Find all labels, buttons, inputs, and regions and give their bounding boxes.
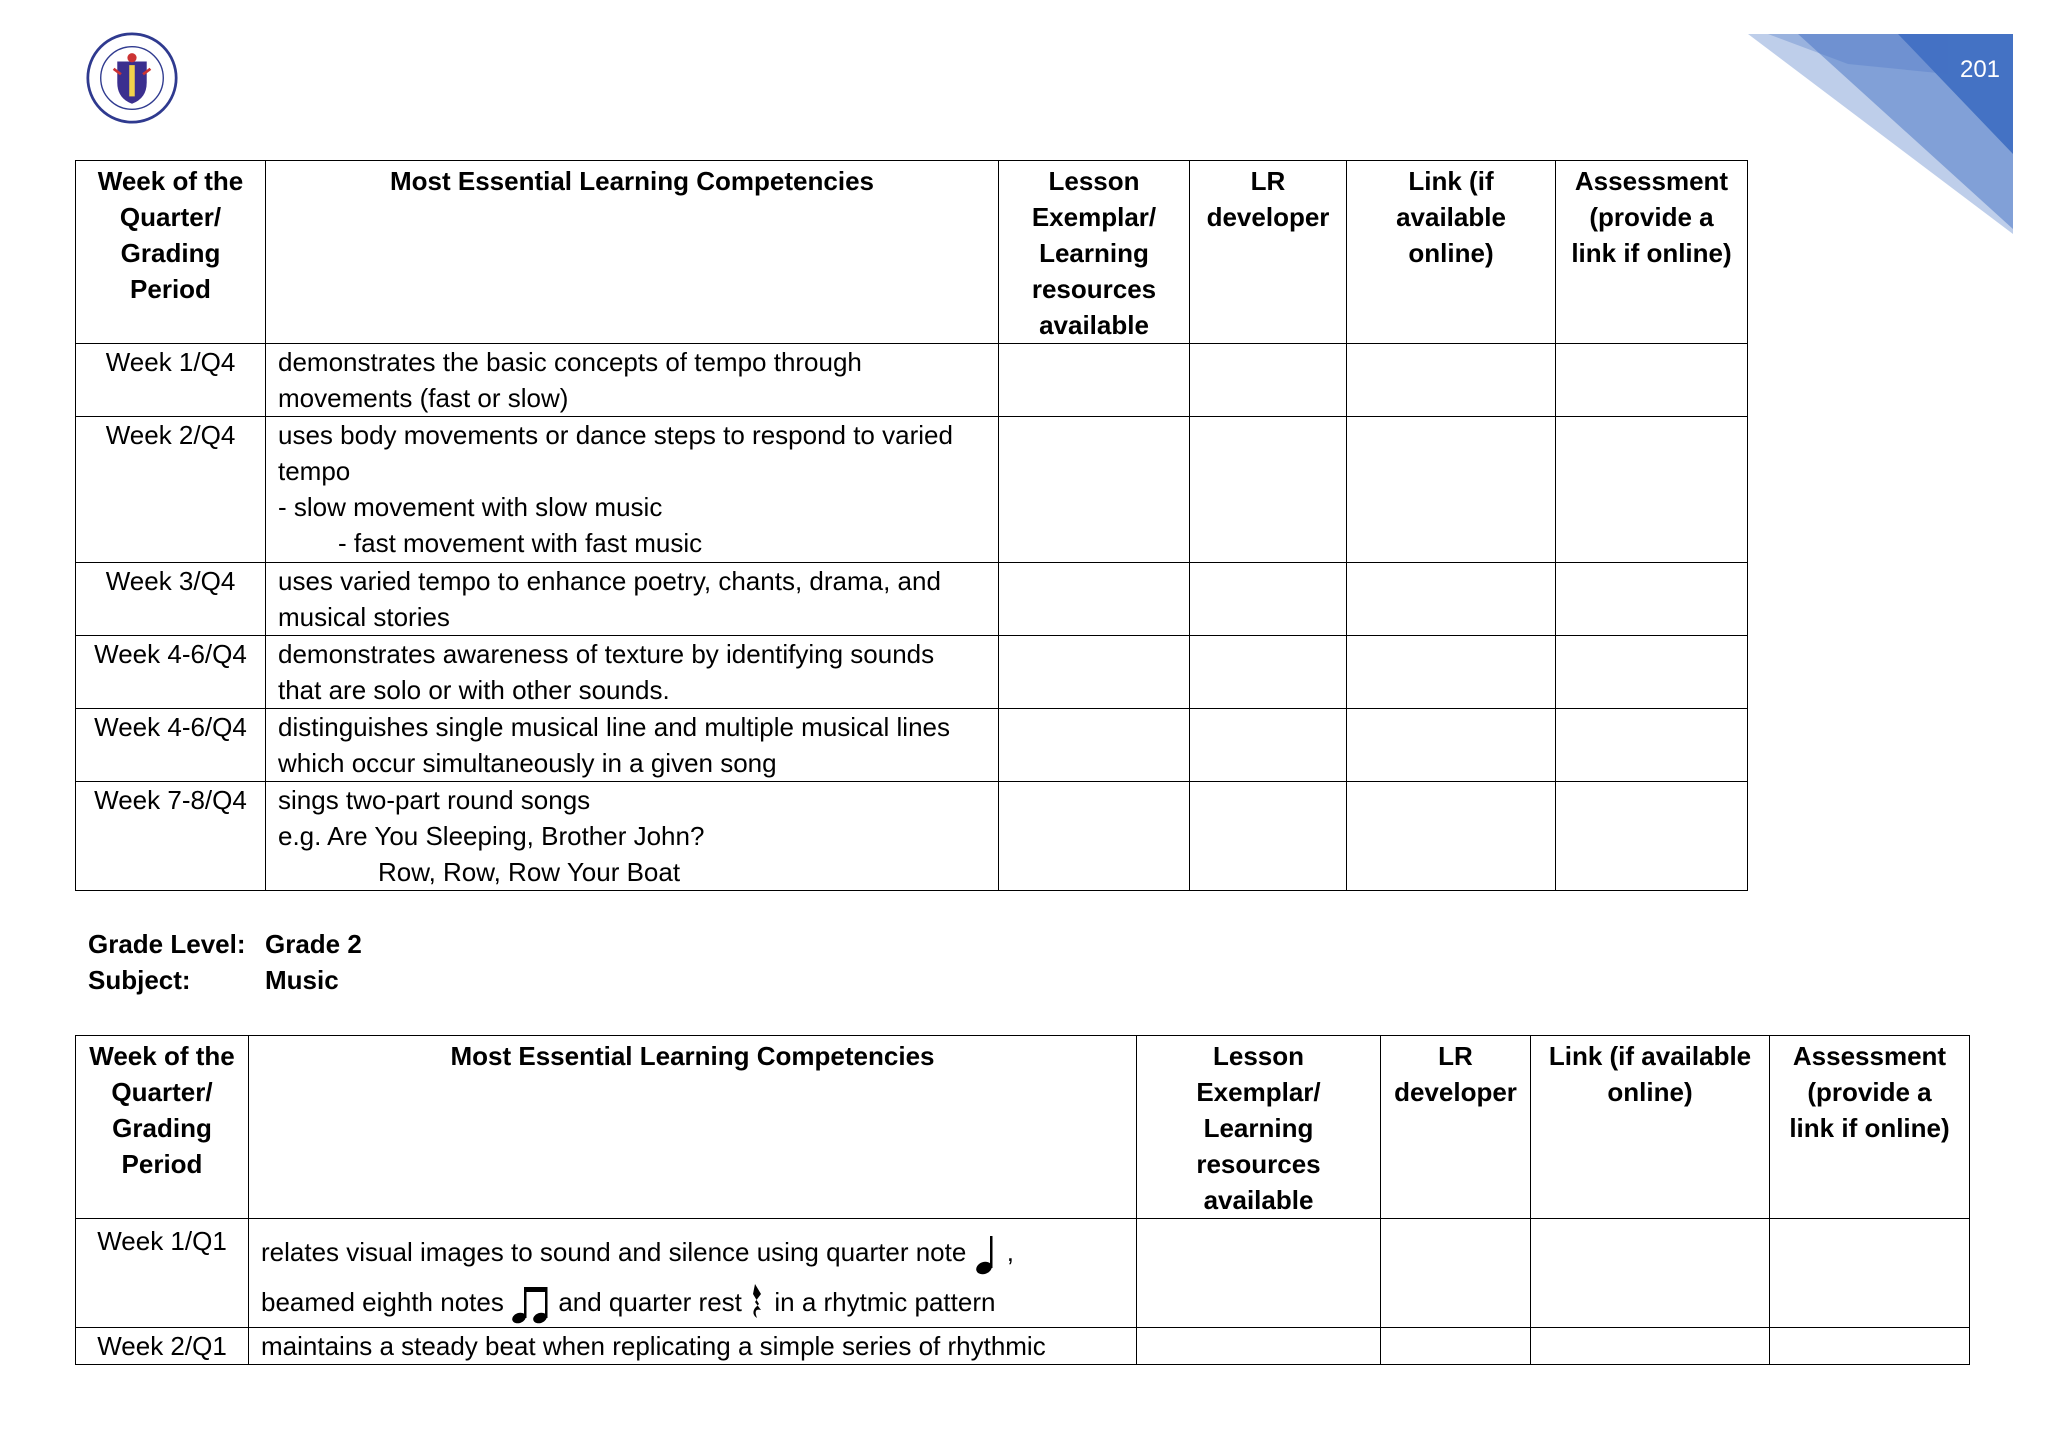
competency-line: e.g. Are You Sleeping, Brother John? bbox=[278, 821, 705, 851]
subject-label: Subject: bbox=[88, 965, 191, 995]
grade-level-value: Grade 2 bbox=[265, 929, 362, 959]
week-cell: Week 2/Q4 bbox=[76, 417, 266, 563]
text-fragment: in a rhytmic pattern bbox=[774, 1287, 996, 1317]
empty-cell bbox=[1556, 417, 1748, 563]
table-row bbox=[76, 1328, 1970, 1365]
header-lesson-exemplar: Lesson Exemplar/ Learning resources available bbox=[999, 161, 1190, 344]
empty-cell bbox=[1531, 1328, 1770, 1365]
empty-cell bbox=[999, 636, 1190, 709]
empty-cell bbox=[1190, 344, 1347, 417]
header-link: Link (if available online) bbox=[1347, 161, 1556, 344]
header-lr-developer: LR developer bbox=[1381, 1036, 1531, 1219]
competency-line: Row, Row, Row Your Boat bbox=[378, 857, 681, 887]
empty-cell bbox=[999, 709, 1190, 782]
competency-line: uses varied tempo to enhance poetry, chants, drama, and bbox=[278, 566, 941, 596]
text-fragment: and quarter rest bbox=[558, 1287, 742, 1317]
table-header-row bbox=[76, 1036, 1970, 1219]
empty-cell bbox=[1347, 417, 1556, 563]
empty-cell bbox=[1347, 636, 1556, 709]
empty-cell bbox=[1190, 636, 1347, 709]
competency-cell bbox=[266, 709, 999, 782]
competency-line: musical stories bbox=[278, 602, 450, 632]
competency-line bbox=[261, 1277, 1124, 1327]
header-week: Week of the Quarter/ Grading Period bbox=[76, 161, 266, 344]
competency-line: - slow movement with slow music bbox=[278, 492, 663, 522]
competency-line: distinguishes single musical line and multiple musical lines bbox=[278, 712, 950, 742]
empty-cell bbox=[1556, 709, 1748, 782]
table-row bbox=[76, 1219, 1970, 1328]
text-fragment: , bbox=[1006, 1237, 1015, 1267]
empty-cell bbox=[1556, 782, 1748, 891]
competency-line: uses body movements or dance steps to respond to varied bbox=[278, 420, 953, 450]
empty-cell bbox=[1137, 1328, 1381, 1365]
text-fragment: relates visual images to sound and silence using quarter note bbox=[261, 1237, 967, 1267]
empty-cell bbox=[999, 782, 1190, 891]
competency-line: tempo bbox=[278, 456, 351, 486]
empty-cell bbox=[1347, 344, 1556, 417]
competency-line: movements (fast or slow) bbox=[278, 383, 569, 413]
subject-value: Music bbox=[265, 965, 339, 995]
header-week: Week of the Quarter/ Grading Period bbox=[76, 1036, 249, 1219]
competency-cell bbox=[266, 636, 999, 709]
week-cell: Week 3/Q4 bbox=[76, 563, 266, 636]
competency-table-q4 bbox=[75, 160, 1748, 891]
quarter-rest-icon bbox=[749, 1282, 767, 1326]
header-lr-developer: LR developer bbox=[1190, 161, 1347, 344]
week-cell: Week 4-6/Q4 bbox=[76, 636, 266, 709]
empty-cell bbox=[1556, 344, 1748, 417]
competency-line: demonstrates awareness of texture by identifying sounds bbox=[278, 639, 935, 669]
competency-line bbox=[261, 1227, 1124, 1277]
competency-cell bbox=[266, 563, 999, 636]
grade-level-row bbox=[88, 926, 362, 962]
text-fragment: beamed eighth notes bbox=[261, 1287, 504, 1317]
table-row bbox=[76, 344, 1748, 417]
competency-cell bbox=[266, 417, 999, 563]
empty-cell bbox=[1381, 1328, 1531, 1365]
empty-cell bbox=[999, 563, 1190, 636]
week-cell: Week 4-6/Q4 bbox=[76, 709, 266, 782]
empty-cell bbox=[1347, 709, 1556, 782]
table-row bbox=[76, 709, 1748, 782]
header-competencies: Most Essential Learning Competencies bbox=[249, 1036, 1137, 1219]
header-link: Link (if available online) bbox=[1531, 1036, 1770, 1219]
empty-cell bbox=[1190, 563, 1347, 636]
empty-cell bbox=[1347, 782, 1556, 891]
competency-cell bbox=[249, 1219, 1137, 1328]
empty-cell bbox=[1770, 1328, 1970, 1365]
empty-cell bbox=[1137, 1219, 1381, 1328]
page-number: 201 bbox=[1959, 56, 2001, 83]
table-row bbox=[76, 782, 1748, 891]
quarter-note-icon bbox=[974, 1232, 1000, 1276]
grade-info bbox=[88, 926, 362, 998]
grade-level-label: Grade Level: bbox=[88, 929, 246, 959]
subject-row bbox=[88, 962, 362, 998]
empty-cell bbox=[1381, 1219, 1531, 1328]
empty-cell bbox=[1190, 709, 1347, 782]
beamed-eighth-notes-icon bbox=[511, 1282, 551, 1326]
header-assessment: Assessment (provide a link if online) bbox=[1556, 161, 1748, 344]
competency-cell bbox=[266, 782, 999, 891]
empty-cell bbox=[999, 417, 1190, 563]
empty-cell bbox=[1347, 563, 1556, 636]
week-cell: Week 1/Q1 bbox=[76, 1219, 249, 1328]
header-lesson-exemplar: Lesson Exemplar/ Learning resources available bbox=[1137, 1036, 1381, 1219]
table-row bbox=[76, 417, 1748, 563]
table-header-row bbox=[76, 161, 1748, 344]
competency-line: which occur simultaneously in a given song bbox=[278, 748, 777, 778]
week-cell: Week 7-8/Q4 bbox=[76, 782, 266, 891]
header-competencies: Most Essential Learning Competencies bbox=[266, 161, 999, 344]
empty-cell bbox=[1556, 636, 1748, 709]
empty-cell bbox=[1531, 1219, 1770, 1328]
week-cell: Week 2/Q1 bbox=[76, 1328, 249, 1365]
empty-cell bbox=[1556, 563, 1748, 636]
empty-cell bbox=[1190, 782, 1347, 891]
empty-cell bbox=[1770, 1219, 1970, 1328]
deped-seal-logo bbox=[86, 32, 178, 124]
competency-line: sings two-part round songs bbox=[278, 785, 591, 815]
competency-line: that are solo or with other sounds. bbox=[278, 675, 670, 705]
competency-table-grade2 bbox=[75, 1035, 1970, 1365]
competency-line: demonstrates the basic concepts of tempo through bbox=[278, 347, 862, 377]
competency-cell: maintains a steady beat when replicating a simple series of rhythmic bbox=[249, 1328, 1137, 1365]
empty-cell bbox=[999, 344, 1190, 417]
table-row bbox=[76, 636, 1748, 709]
table-row bbox=[76, 563, 1748, 636]
competency-cell bbox=[266, 344, 999, 417]
competency-line: - fast movement with fast music bbox=[338, 528, 703, 558]
empty-cell bbox=[1190, 417, 1347, 563]
week-cell: Week 1/Q4 bbox=[76, 344, 266, 417]
header-assessment: Assessment (provide a link if online) bbox=[1770, 1036, 1970, 1219]
